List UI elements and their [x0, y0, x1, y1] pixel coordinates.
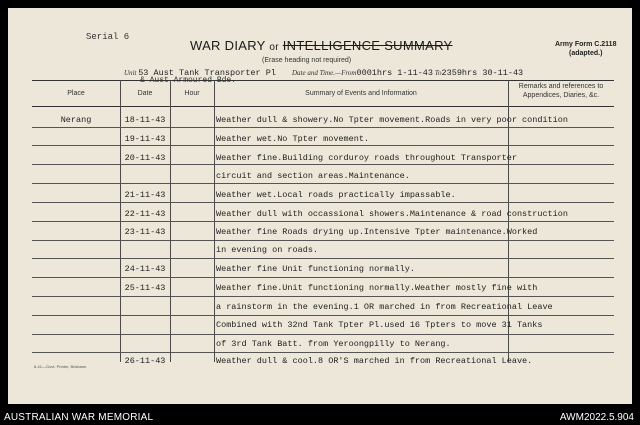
- table-row-summary: circuit and section areas.Maintenance.: [216, 171, 410, 181]
- table-row-date: 22-11-43: [124, 209, 166, 219]
- table-row-date: 26-11-43: [124, 356, 166, 366]
- table-row-summary: Weather wet.Local roads practically impassable.: [216, 190, 456, 200]
- table-row-date: 18-11-43: [124, 115, 166, 125]
- column-header-remarks: Remarks and references to Appendices, Diaries, &c.: [518, 83, 604, 99]
- form-subtitle: (Erase heading not required): [262, 57, 352, 64]
- table-row-summary: Weather dull & showery.No Tpter movement.Roads in very poor condition: [216, 115, 568, 125]
- title-or: or: [269, 42, 279, 53]
- table-row-summary: Weather dull with occassional showers.Maintenance & road construction: [216, 209, 568, 219]
- row-rule: [32, 221, 614, 222]
- row-rule: [32, 258, 614, 259]
- table-row-date: 24-11-43: [124, 264, 166, 274]
- army-form-ref: [555, 40, 616, 58]
- table-row-date: 20-11-43: [124, 153, 166, 163]
- table-row-summary: Weather fine.Unit functioning normally.Weather mostly fine with: [216, 283, 538, 293]
- title-war-diary: WAR DIARY: [190, 38, 266, 53]
- title-intelligence-summary: INTELLIGENCE SUMMARY: [282, 38, 453, 53]
- army-form-number: Army Form C.2118: [555, 41, 617, 48]
- column-header-summary: Summary of Events and Information: [305, 90, 417, 97]
- table-row-date: 19-11-43: [124, 134, 166, 144]
- table-row-summary: Weather fine Unit functioning normally.: [216, 264, 415, 274]
- row-rule: [32, 296, 614, 297]
- table-row-summary: Combined with 32nd Tank Tpter Pl.used 16 Tpters to move 31 Tanks: [216, 320, 543, 330]
- row-rule: [32, 315, 614, 316]
- row-rule: [32, 352, 614, 353]
- column-header-hour: Hour: [184, 90, 200, 97]
- to-value: 2359hrs 30-11-43: [441, 68, 524, 78]
- diary-table: [32, 80, 614, 366]
- row-rule: [32, 202, 614, 203]
- row-rule: [32, 145, 614, 146]
- row-rule: [32, 240, 614, 241]
- serial-number: Serial 6: [86, 32, 130, 42]
- table-row-summary: in evening on roads.: [216, 245, 319, 255]
- form-title: [190, 38, 453, 53]
- row-rule: [32, 183, 614, 184]
- army-form-adapted: (adapted.): [569, 50, 603, 57]
- table-row-date: 23-11-43: [124, 227, 166, 237]
- table-row-date: 25-11-43: [124, 283, 166, 293]
- row-rule: [32, 334, 614, 335]
- to-label: To: [434, 69, 442, 77]
- printer-note: 6-41—Govt. Printer, Brisbane.: [34, 364, 88, 369]
- column-header-place: Place: [67, 90, 85, 97]
- from-value: 0001hrs 1-11-43: [356, 68, 434, 78]
- table-row-date: 21-11-43: [124, 190, 166, 200]
- column-header-date: Date: [137, 90, 153, 97]
- row-rule: [32, 277, 614, 278]
- accession-number: AWM2022.5.904: [559, 412, 634, 423]
- table-row-summary: Weather wet.No Tpter movement.: [216, 134, 370, 144]
- dates-label: Date and Time.—From: [292, 69, 357, 77]
- unit-value: 53 Aust Tank Transporter Pl: [138, 68, 276, 78]
- table-row-summary: a rainstorm in the evening.1 OR marched in from Recreational Leave: [216, 302, 553, 312]
- date-range: [292, 68, 523, 78]
- table-row-place: Nerang: [60, 115, 92, 125]
- table-row-summary: of 3rd Tank Batt. from Yeroongpilly to Nerang.: [216, 339, 451, 349]
- table-row-summary: Weather dull & cool.8 OR'S marched in from Recreational Leave.: [216, 356, 533, 366]
- unit-label: Unit: [124, 69, 137, 77]
- table-row-summary: Weather fine Roads drying up.Intensive Tpter maintenance.Worked: [216, 227, 538, 237]
- table-row-summary: Weather fine.Building corduroy roads throughout Transporter: [216, 153, 517, 163]
- row-rule: [32, 127, 614, 128]
- archive-credit: AUSTRALIAN WAR MEMORIAL: [4, 412, 154, 423]
- row-rule: [32, 164, 614, 165]
